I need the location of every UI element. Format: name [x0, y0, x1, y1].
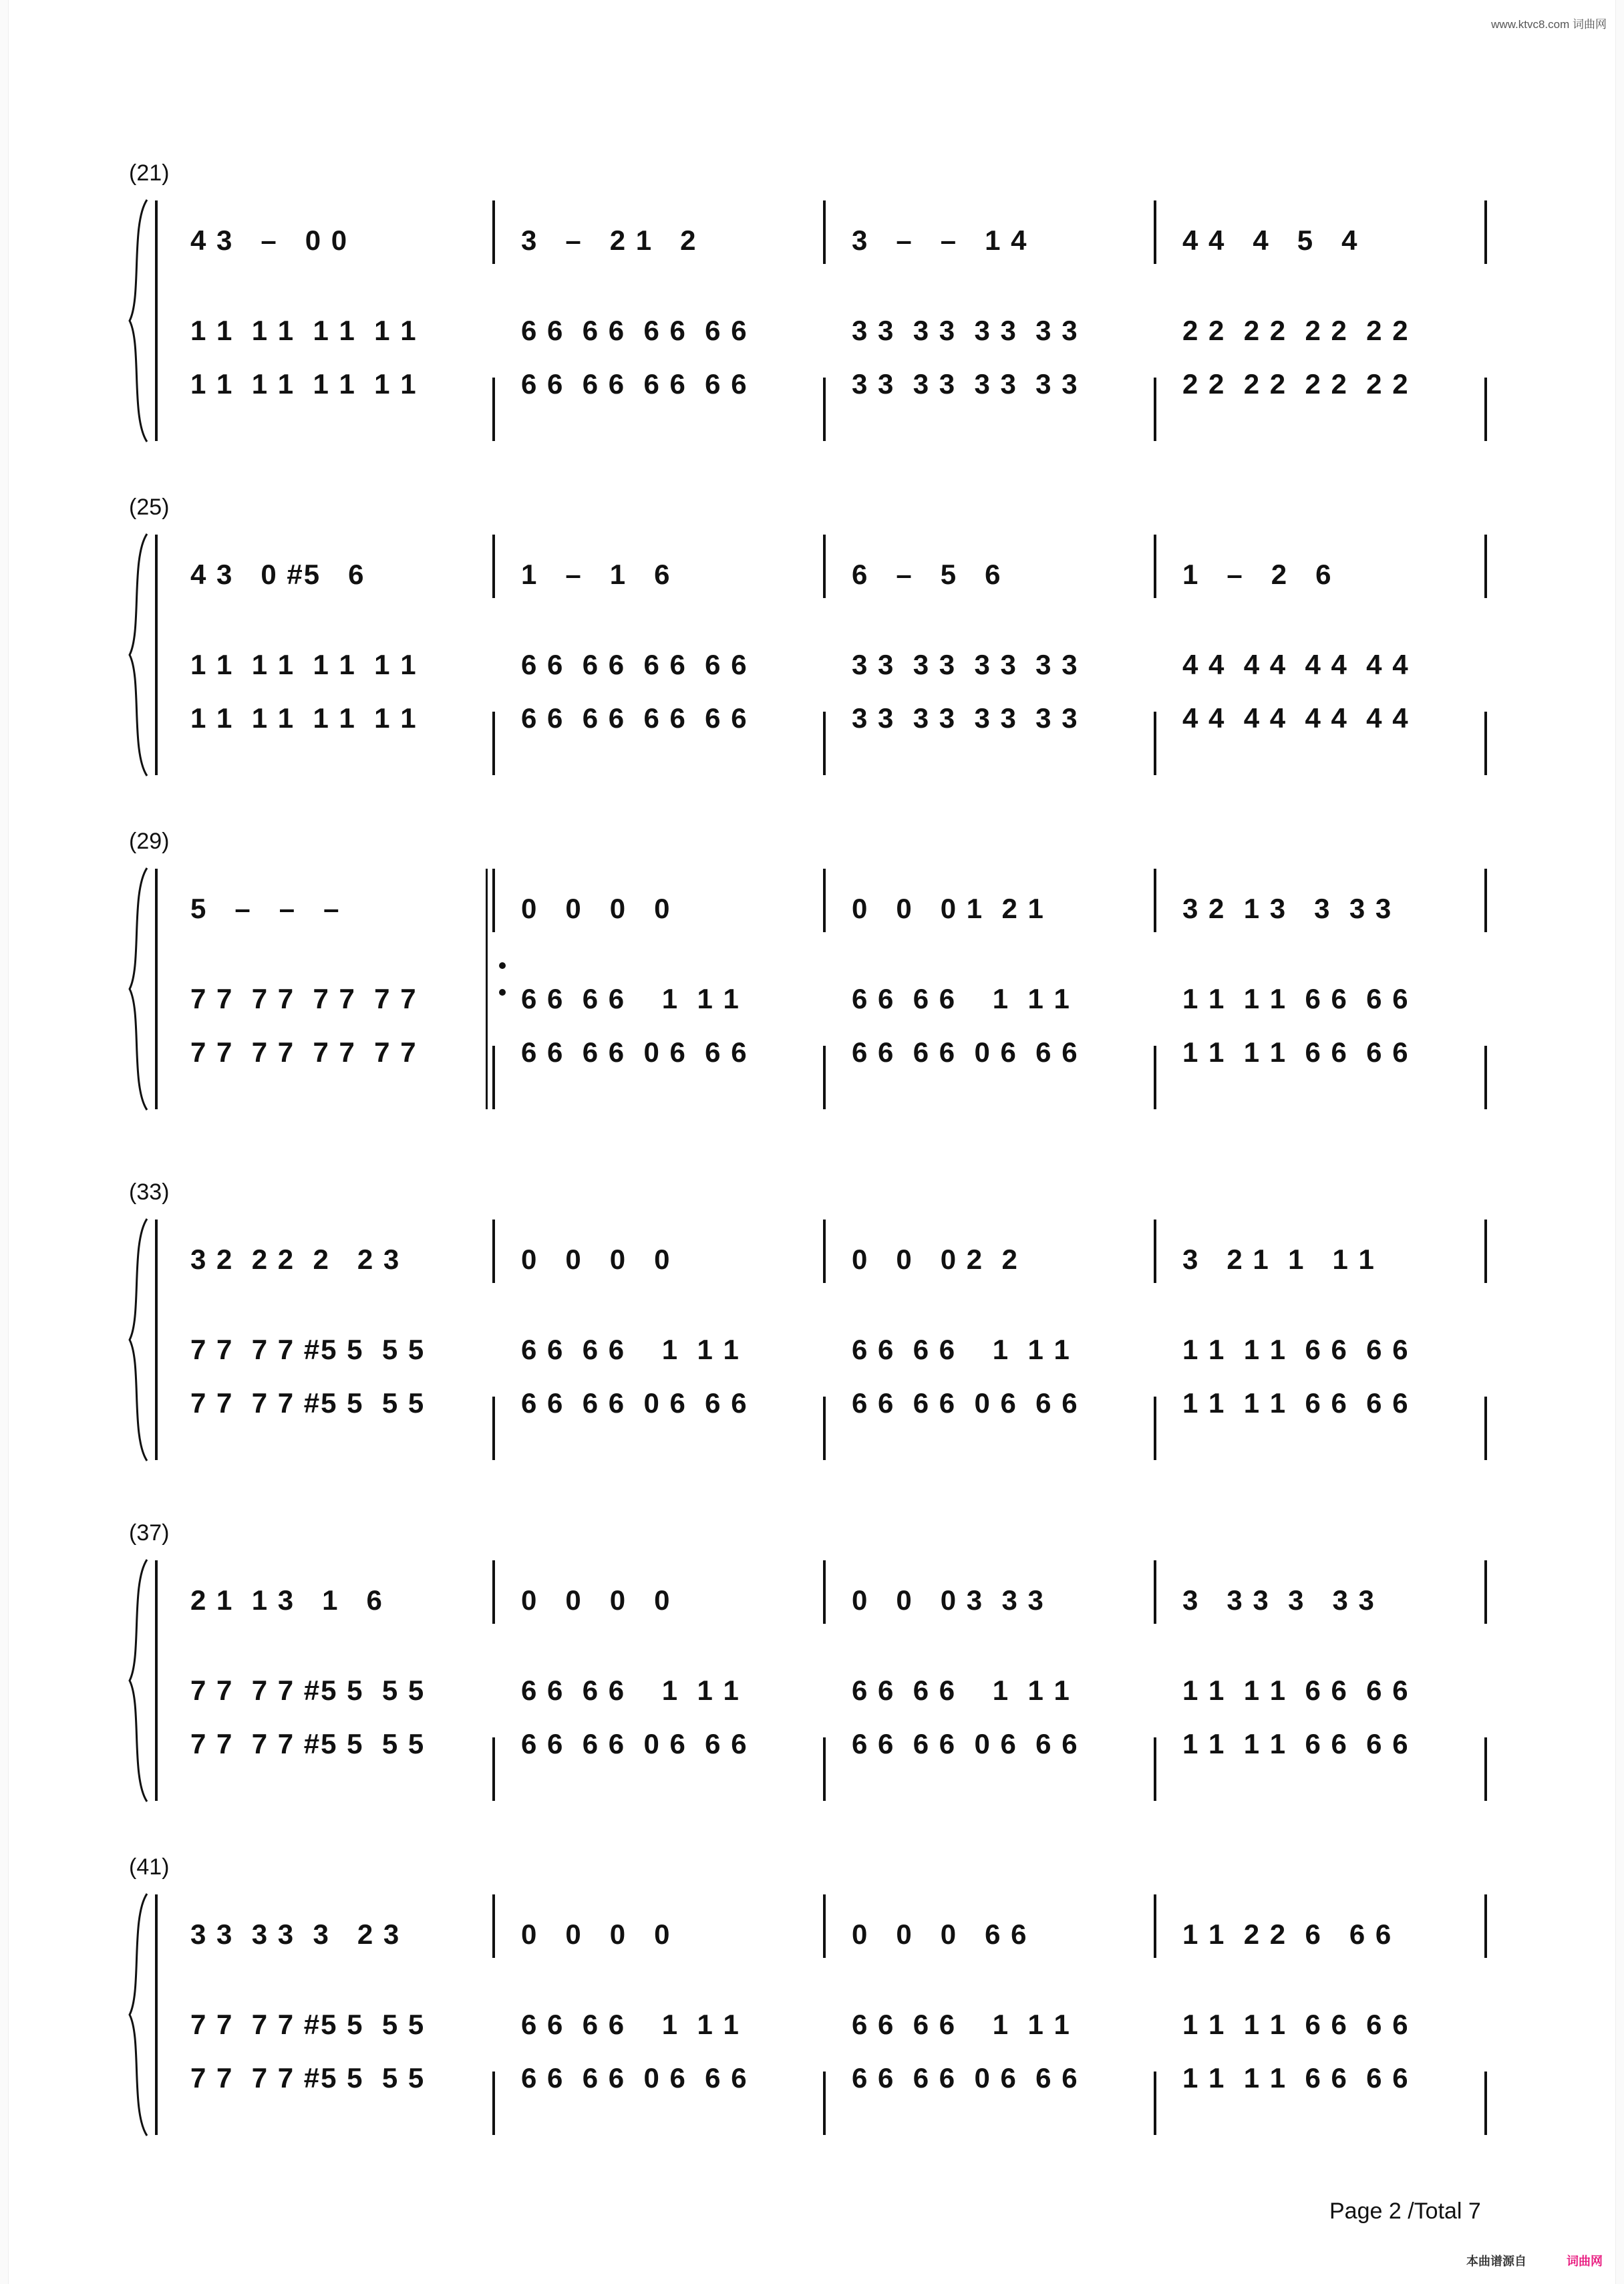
system-barline — [155, 535, 158, 775]
lower-bottom-measure-notes: 6 6 6 6 0 6 6 6 — [521, 1387, 748, 1419]
measure-barline — [1154, 378, 1156, 441]
upper-measure-notes: 0 0 0 6 6 — [852, 1918, 1028, 1950]
upper-measure-notes: 3 2 1 3 3 3 3 — [1182, 893, 1393, 924]
repeat-dot — [499, 962, 506, 969]
grand-staff-brace — [126, 865, 152, 1113]
footer-site-mark: 词曲网 — [1567, 2255, 1603, 2268]
lower-top-measure-notes: 3 3 3 3 3 3 3 3 — [852, 649, 1079, 680]
lower-top-measure-notes: 4 4 4 4 4 4 4 4 — [1182, 649, 1410, 680]
grand-staff-brace — [126, 1891, 152, 2138]
lower-bottom-measure-notes: 6 6 6 6 0 6 6 6 — [852, 1036, 1079, 1068]
measure-number: (41) — [129, 1854, 170, 1880]
lower-top-measure-notes: 7 7 7 7 #5 5 5 5 — [190, 1334, 426, 1365]
measure-barline — [823, 712, 826, 775]
measure-barline — [1484, 2072, 1487, 2135]
grand-staff-brace — [126, 531, 152, 778]
site-watermark: www.ktvc8.com 词曲网 — [1491, 18, 1607, 31]
measure-barline — [1484, 200, 1487, 264]
measure-barline — [1154, 869, 1156, 932]
measure-barline — [823, 1046, 826, 1109]
upper-measure-notes: 0 0 0 0 — [521, 1584, 671, 1616]
lower-bottom-measure-notes: 7 7 7 7 #5 5 5 5 — [190, 1728, 426, 1759]
measure-barline — [823, 1220, 826, 1283]
lower-top-measure-notes: 6 6 6 6 6 6 6 6 — [521, 315, 748, 346]
repeat-dot — [499, 989, 506, 996]
lower-bottom-measure-notes: 7 7 7 7 7 7 7 7 — [190, 1036, 418, 1068]
lower-bottom-measure-notes: 1 1 1 1 6 6 6 6 — [1182, 2062, 1410, 2094]
measure-barline — [1484, 535, 1487, 598]
upper-measure-notes: 2 1 1 3 1 6 — [190, 1584, 383, 1616]
system-barline — [155, 1894, 158, 2135]
lower-top-measure-notes: 7 7 7 7 #5 5 5 5 — [190, 1675, 426, 1706]
measure-barline — [823, 1397, 826, 1460]
measure-barline — [1154, 1220, 1156, 1283]
measure-barline — [1154, 2072, 1156, 2135]
measure-barline — [492, 1737, 495, 1801]
lower-bottom-measure-notes: 6 6 6 6 0 6 6 6 — [852, 1728, 1079, 1759]
upper-measure-notes: 0 0 0 0 — [521, 1918, 671, 1950]
upper-measure-notes: 1 – 2 6 — [1182, 559, 1333, 590]
measure-barline — [492, 1220, 495, 1283]
page-indicator: Page 2 /Total 7 — [1329, 2198, 1481, 2224]
measure-barline — [1484, 1220, 1487, 1283]
lower-top-measure-notes: 6 6 6 6 1 1 1 — [852, 2009, 1071, 2040]
lower-bottom-measure-notes: 3 3 3 3 3 3 3 3 — [852, 702, 1079, 734]
measure-barline — [1484, 712, 1487, 775]
lower-top-measure-notes: 1 1 1 1 6 6 6 6 — [1182, 983, 1410, 1014]
lower-top-measure-notes: 7 7 7 7 7 7 7 7 — [190, 983, 418, 1014]
upper-measure-notes: 6 – 5 6 — [852, 559, 1002, 590]
measure-number: (25) — [129, 494, 170, 520]
lower-top-measure-notes: 6 6 6 6 1 1 1 — [521, 983, 740, 1014]
measure-barline — [823, 869, 826, 932]
upper-measure-notes: 0 0 0 3 3 3 — [852, 1584, 1045, 1616]
measure-barline — [1484, 1894, 1487, 1958]
measure-barline — [492, 535, 495, 598]
measure-barline — [1154, 1737, 1156, 1801]
upper-measure-notes: 3 – – 1 4 — [852, 225, 1028, 256]
measure-barline — [823, 1560, 826, 1624]
upper-measure-notes: 0 0 0 1 2 1 — [852, 893, 1045, 924]
lower-top-measure-notes: 6 6 6 6 1 1 1 — [521, 1334, 740, 1365]
measure-barline — [1484, 378, 1487, 441]
repeat-start-barline — [486, 869, 488, 1109]
measure-number: (33) — [129, 1179, 170, 1205]
measure-barline — [492, 378, 495, 441]
lower-bottom-measure-notes: 4 4 4 4 4 4 4 4 — [1182, 702, 1410, 734]
lower-top-measure-notes: 6 6 6 6 1 1 1 — [521, 1675, 740, 1706]
measure-barline — [1154, 1894, 1156, 1958]
grand-staff-brace — [126, 197, 152, 444]
footer-source-mark: 本曲谱源自 — [1466, 2255, 1526, 2268]
lower-top-measure-notes: 1 1 1 1 1 1 1 1 — [190, 649, 418, 680]
score-system — [0, 829, 1624, 1136]
lower-bottom-measure-notes: 1 1 1 1 6 6 6 6 — [1182, 1387, 1410, 1419]
upper-measure-notes: 4 3 0 #5 6 — [190, 559, 365, 590]
upper-measure-notes: 1 – 1 6 — [521, 559, 671, 590]
lower-top-measure-notes: 2 2 2 2 2 2 2 2 — [1182, 315, 1410, 346]
upper-measure-notes: 0 0 0 0 — [521, 893, 671, 924]
measure-barline — [823, 535, 826, 598]
measure-barline — [823, 200, 826, 264]
upper-measure-notes: 3 3 3 3 3 3 — [1182, 1584, 1375, 1616]
lower-bottom-measure-notes: 6 6 6 6 6 6 6 6 — [521, 368, 748, 400]
lower-top-measure-notes: 1 1 1 1 6 6 6 6 — [1182, 1675, 1410, 1706]
measure-barline — [823, 2072, 826, 2135]
measure-barline — [492, 869, 495, 932]
lower-bottom-measure-notes: 1 1 1 1 6 6 6 6 — [1182, 1728, 1410, 1759]
upper-measure-notes: 4 3 – 0 0 — [190, 225, 349, 256]
system-barline — [155, 869, 158, 1109]
measure-number: (37) — [129, 1520, 170, 1546]
measure-barline — [1154, 200, 1156, 264]
lower-top-measure-notes: 6 6 6 6 1 1 1 — [521, 2009, 740, 2040]
upper-measure-notes: 0 0 0 2 2 — [852, 1244, 1019, 1275]
lower-bottom-measure-notes: 6 6 6 6 6 6 6 6 — [521, 702, 748, 734]
upper-measure-notes: 0 0 0 0 — [521, 1244, 671, 1275]
lower-bottom-measure-notes: 1 1 1 1 1 1 1 1 — [190, 368, 418, 400]
upper-measure-notes: 5 – – – — [190, 893, 341, 924]
measure-barline — [492, 1397, 495, 1460]
measure-barline — [823, 378, 826, 441]
measure-barline — [1154, 535, 1156, 598]
lower-top-measure-notes: 6 6 6 6 1 1 1 — [852, 1334, 1071, 1365]
upper-measure-notes: 3 – 2 1 2 — [521, 225, 697, 256]
measure-barline — [1484, 1560, 1487, 1624]
measure-barline — [823, 1894, 826, 1958]
lower-bottom-measure-notes: 1 1 1 1 1 1 1 1 — [190, 702, 418, 734]
lower-bottom-measure-notes: 6 6 6 6 0 6 6 6 — [852, 2062, 1079, 2094]
lower-bottom-measure-notes: 6 6 6 6 0 6 6 6 — [521, 1728, 748, 1759]
measure-barline — [1154, 1560, 1156, 1624]
lower-bottom-measure-notes: 7 7 7 7 #5 5 5 5 — [190, 1387, 426, 1419]
measure-barline — [1484, 869, 1487, 932]
measure-number: (29) — [129, 829, 170, 854]
lower-bottom-measure-notes: 6 6 6 6 0 6 6 6 — [521, 1036, 748, 1068]
upper-measure-notes: 1 1 2 2 6 6 6 — [1182, 1918, 1393, 1950]
measure-barline — [1484, 1737, 1487, 1801]
lower-bottom-measure-notes: 6 6 6 6 0 6 6 6 — [852, 1387, 1079, 1419]
system-barline — [155, 1220, 158, 1460]
lower-bottom-measure-notes: 7 7 7 7 #5 5 5 5 — [190, 2062, 426, 2094]
system-barline — [155, 200, 158, 441]
lower-top-measure-notes: 3 3 3 3 3 3 3 3 — [852, 315, 1079, 346]
lower-top-measure-notes: 1 1 1 1 6 6 6 6 — [1182, 1334, 1410, 1365]
measure-barline — [1484, 1397, 1487, 1460]
upper-measure-notes: 3 2 2 2 2 2 3 — [190, 1244, 401, 1275]
score-system — [0, 1179, 1624, 1487]
system-barline — [155, 1560, 158, 1801]
measure-barline — [1484, 1046, 1487, 1109]
lower-top-measure-notes: 6 6 6 6 1 1 1 — [852, 983, 1071, 1014]
upper-measure-notes: 4 4 4 5 4 — [1182, 225, 1359, 256]
measure-barline — [1154, 712, 1156, 775]
grand-staff-brace — [126, 1216, 152, 1463]
lower-top-measure-notes: 1 1 1 1 6 6 6 6 — [1182, 2009, 1410, 2040]
score-system — [0, 1854, 1624, 2162]
score-system — [0, 1520, 1624, 1828]
upper-measure-notes: 3 2 1 1 1 1 — [1182, 1244, 1375, 1275]
lower-bottom-measure-notes: 3 3 3 3 3 3 3 3 — [852, 368, 1079, 400]
lower-bottom-measure-notes: 6 6 6 6 0 6 6 6 — [521, 2062, 748, 2094]
upper-measure-notes: 3 3 3 3 3 2 3 — [190, 1918, 401, 1950]
lower-bottom-measure-notes: 1 1 1 1 6 6 6 6 — [1182, 1036, 1410, 1068]
measure-barline — [492, 2072, 495, 2135]
measure-barline — [823, 1737, 826, 1801]
lower-top-measure-notes: 1 1 1 1 1 1 1 1 — [190, 315, 418, 346]
measure-barline — [1154, 1397, 1156, 1460]
lower-top-measure-notes: 7 7 7 7 #5 5 5 5 — [190, 2009, 426, 2040]
measure-number: (21) — [129, 160, 170, 186]
lower-bottom-measure-notes: 2 2 2 2 2 2 2 2 — [1182, 368, 1410, 400]
measure-barline — [492, 1894, 495, 1958]
measure-barline — [492, 712, 495, 775]
measure-barline — [492, 1046, 495, 1109]
score-system — [0, 160, 1624, 468]
score-system — [0, 494, 1624, 802]
grand-staff-brace — [126, 1557, 152, 1804]
lower-top-measure-notes: 6 6 6 6 1 1 1 — [852, 1675, 1071, 1706]
measure-barline — [492, 200, 495, 264]
measure-barline — [492, 1560, 495, 1624]
lower-top-measure-notes: 6 6 6 6 6 6 6 6 — [521, 649, 748, 680]
measure-barline — [1154, 1046, 1156, 1109]
